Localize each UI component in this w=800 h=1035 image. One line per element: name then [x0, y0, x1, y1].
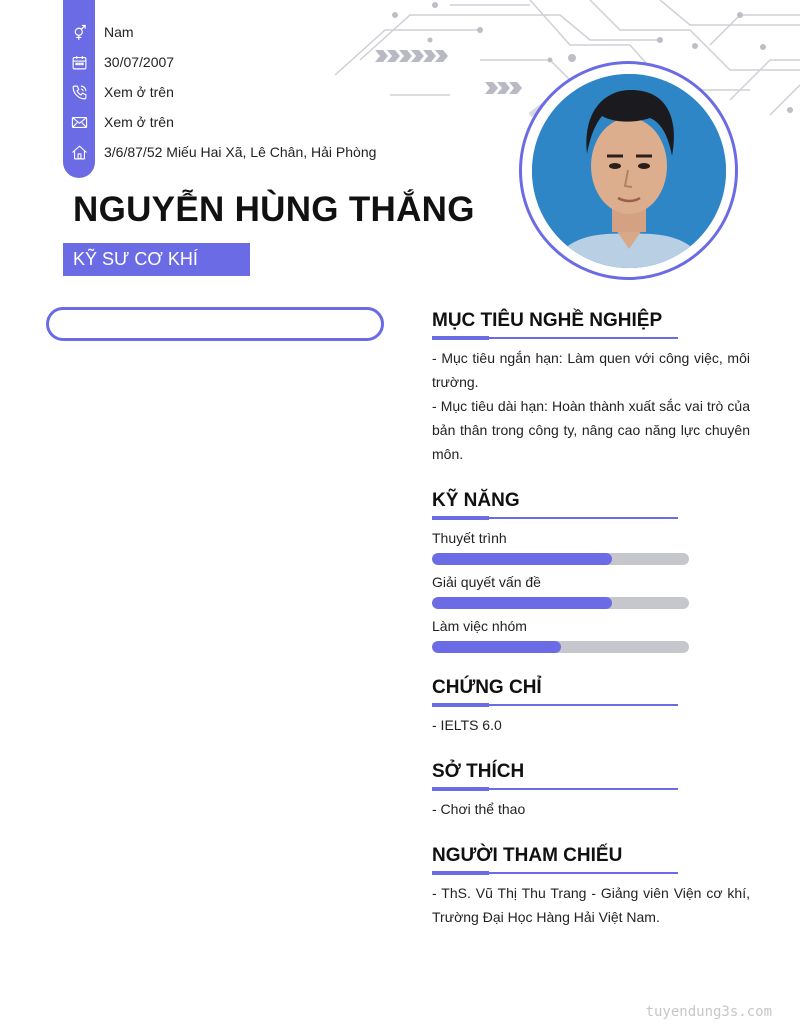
skills-divider: [432, 517, 678, 519]
email-text: Xem ở trên: [104, 114, 174, 130]
gender-text: Nam: [104, 24, 134, 40]
skill-label: Giải quyết vấn đề: [432, 574, 541, 590]
calendar-icon: [63, 54, 95, 71]
contact-gender: [63, 21, 134, 43]
phone-text: Xem ở trên: [104, 84, 174, 100]
address-text: 3/6/87/52 Miếu Hai Xã, Lê Chân, Hải Phòng: [104, 144, 377, 160]
skills-title: KỸ NĂNG: [432, 490, 520, 511]
gender-icon: [63, 24, 95, 41]
contact-dob: [63, 51, 174, 73]
references-title: NGƯỜI THAM CHIẾU: [432, 845, 623, 866]
hobby-item: - Chơi thể thao: [432, 801, 526, 817]
profile-photo: [532, 74, 726, 268]
objective-title: MỤC TIÊU NGHỀ NGHIỆP: [432, 310, 663, 331]
phone-icon: [63, 84, 95, 101]
contact-email: [63, 111, 174, 133]
objective-item: - Mục tiêu dài hạn: Hoàn thành xuất sắc vai trò của bản thân trong công ty, nâng cao năng lực chuyên môn.: [432, 398, 750, 462]
skill-label: Làm việc nhóm: [432, 618, 527, 634]
reference-item: - ThS. Vũ Thị Thu Trang - Giảng viên Viện cơ khí, Trường Đại Học Hàng Hải Việt Nam.: [432, 885, 750, 925]
skill-label: Thuyết trình: [432, 530, 507, 546]
hobbies-title: SỞ THÍCH: [432, 761, 525, 782]
certificates-title: CHỨNG CHỈ: [432, 677, 542, 698]
hobbies-divider: [432, 788, 678, 790]
mail-icon: [63, 114, 95, 131]
skill-bar-fill: [432, 597, 612, 609]
skill-bar: [432, 641, 689, 653]
home-icon: [63, 144, 95, 161]
references-text: [432, 881, 750, 929]
certificates-divider: [432, 704, 678, 706]
references-divider: [432, 872, 678, 874]
contact-address: [63, 141, 376, 163]
hobbies-text: [432, 797, 750, 821]
skill-bar: [432, 597, 689, 609]
job-title: KỸ SƯ CƠ KHÍ: [63, 243, 250, 276]
left-section-header: [46, 307, 384, 341]
skill-bar-fill: [432, 641, 561, 653]
contact-phone: [63, 81, 174, 103]
dob-text: 30/07/2007: [104, 54, 175, 70]
candidate-name: NGUYỄN HÙNG THẮNG: [73, 190, 475, 229]
skill-bar: [432, 553, 689, 565]
objective-text: [432, 346, 750, 466]
certificates-text: [432, 713, 750, 737]
watermark: tuyendung3s.com: [645, 1004, 772, 1020]
objective-item: - Mục tiêu ngắn hạn: Làm quen với công việc, môi trường.: [432, 350, 750, 390]
skill-bar-fill: [432, 553, 612, 565]
certificate-item: - IELTS 6.0: [432, 717, 502, 733]
objective-divider: [432, 337, 678, 339]
